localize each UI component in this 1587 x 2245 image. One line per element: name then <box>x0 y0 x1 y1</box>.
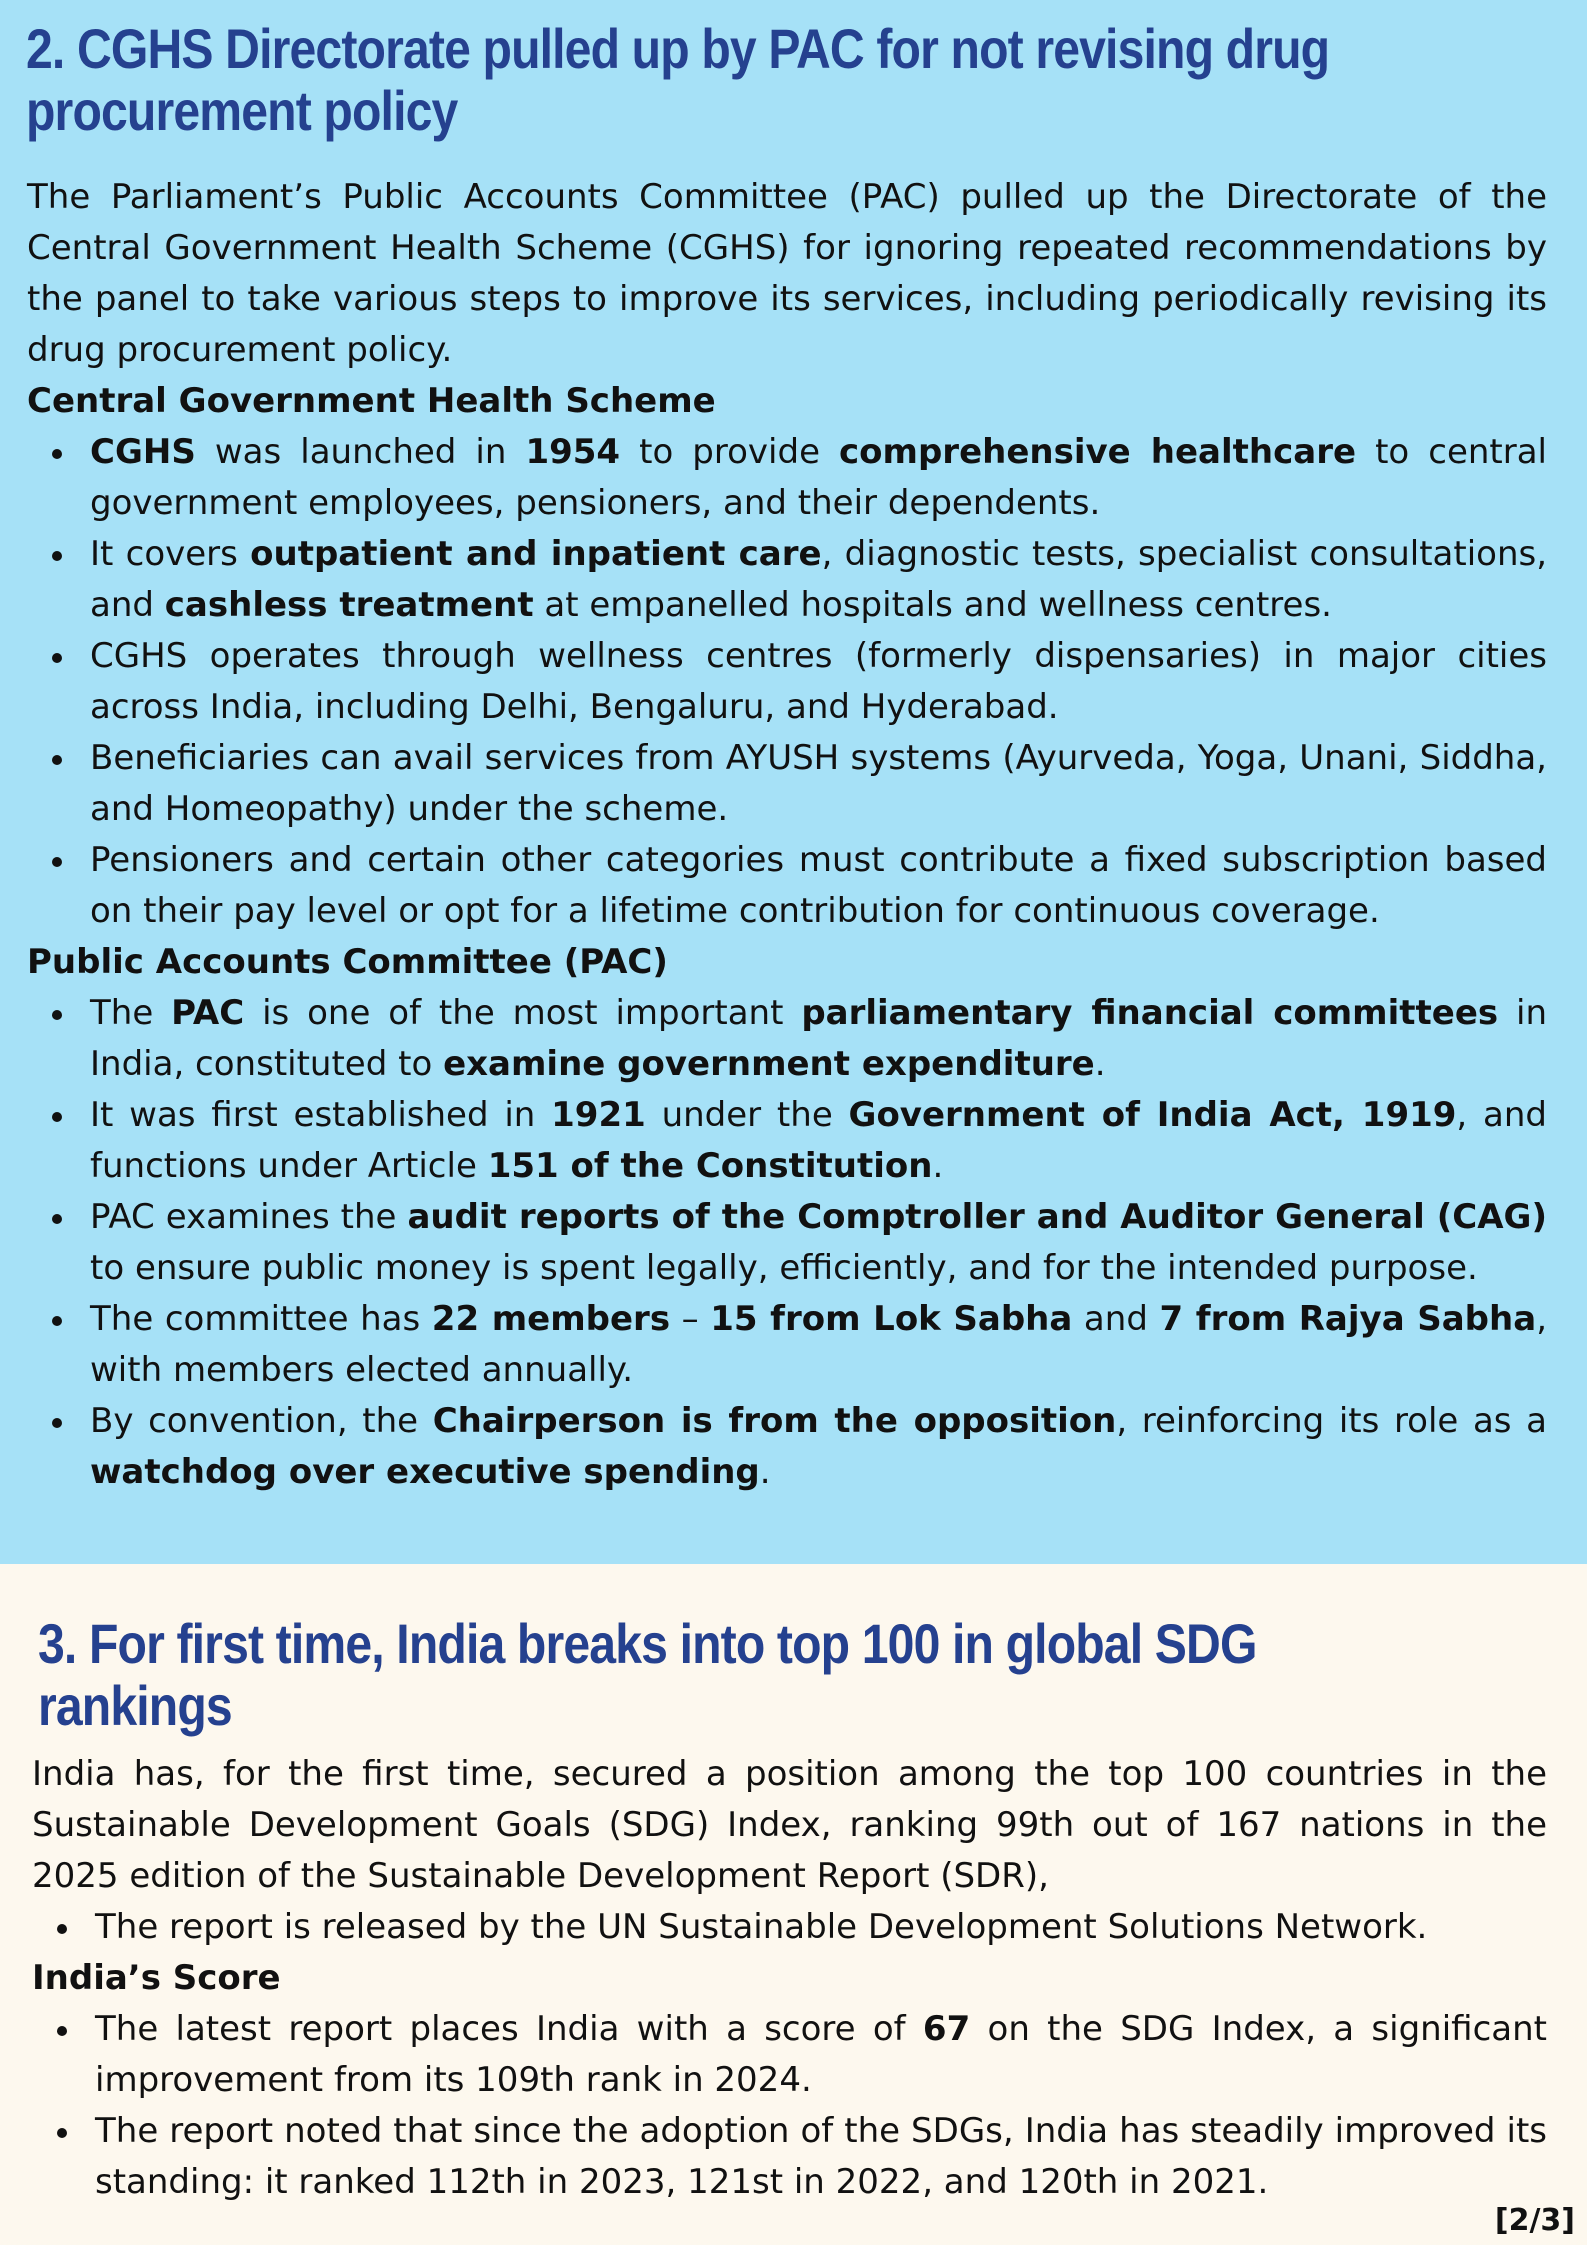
section-2-intro: The Parliament’s Public Accounts Committee (PAC) pulled up the Directorate of the Central Government Health Scheme (CGHS) for ignoring repeated recommendations by the panel to take various steps to improve its services, including periodically revising its drug procurement policy. <box>27 177 1547 370</box>
list-item: The committee has 22 members – 15 from Lok Sabha and 7 from Rajya Sabha, with members elected annually. <box>90 1294 1547 1396</box>
section-3-body <box>32 1749 1547 2208</box>
page-number: [2/3] <box>1494 2203 1575 2238</box>
list-item: By convention, the Chairperson is from the opposition, reinforcing its role as a watchdog over executive spending. <box>90 1396 1547 1498</box>
list-item: The report is released by the UN Sustainable Development Solutions Network. <box>95 1902 1547 1953</box>
list-item: Pensioners and certain other categories must contribute a fixed subscription based on their pay level or opt for a lifetime contribution for continuous coverage. <box>90 835 1547 937</box>
list-item: The report noted that since the adoption of the SDGs, India has steadily improved its standing: it ranked 112th in 2023, 121st in 2022, and 120th in 2021. <box>95 2106 1547 2208</box>
list-item: The PAC is one of the most important parliamentary financial committees in India, constituted to examine government expenditure. <box>90 988 1547 1090</box>
cghs-subheading: Central Government Health Scheme <box>27 381 716 421</box>
list-item: It was first established in 1921 under the Government of India Act, 1919, and functions under Article 151 of the Constitution. <box>90 1090 1547 1192</box>
section-3-intro: India has, for the first time, secured a position among the top 100 countries in the Sustainable Development Goals (SDG) Index, ranking 99th out of 167 nations in the 2025 edition of the Sustainable Development Report (SDR), <box>32 1754 1547 1896</box>
pac-list <box>27 988 1547 1498</box>
cghs-list <box>27 427 1547 937</box>
list-item: Beneficiaries can avail services from AYUSH systems (Ayurveda, Yoga, Unani, Siddha, and Homeopathy) under the scheme. <box>90 733 1547 835</box>
pac-subheading: Public Accounts Committee (PAC) <box>27 942 668 982</box>
list-item: PAC examines the audit reports of the Comptroller and Auditor General (CAG) to ensure public money is spent legally, efficiently, and for the intended purpose. <box>90 1192 1547 1294</box>
list-item: CGHS operates through wellness centres (formerly dispensaries) in major cities across India, including Delhi, Bengaluru, and Hyderabad. <box>90 631 1547 733</box>
score-list <box>32 2004 1547 2208</box>
score-subheading: India’s Score <box>32 1958 281 1998</box>
list-item: CGHS was launched in 1954 to provide comprehensive healthcare to central government employees, pensioners, and their dependents. <box>90 427 1547 529</box>
section-3-title: 3. For first time, India breaks into top 100 in global SDG rankings <box>38 1612 1257 1737</box>
list-item: The latest report places India with a score of 67 on the SDG Index, a significant improvement from its 109th rank in 2024. <box>95 2004 1547 2106</box>
list-item: It covers outpatient and inpatient care, diagnostic tests, specialist consultations, and cashless treatment at empanelled hospitals and wellness centres. <box>90 529 1547 631</box>
section-2-body <box>27 172 1547 1498</box>
section-2-title: 2. CGHS Directorate pulled up by PAC for not revising drug procurement policy <box>26 17 1330 142</box>
sdg-intro-list <box>32 1902 1547 1953</box>
